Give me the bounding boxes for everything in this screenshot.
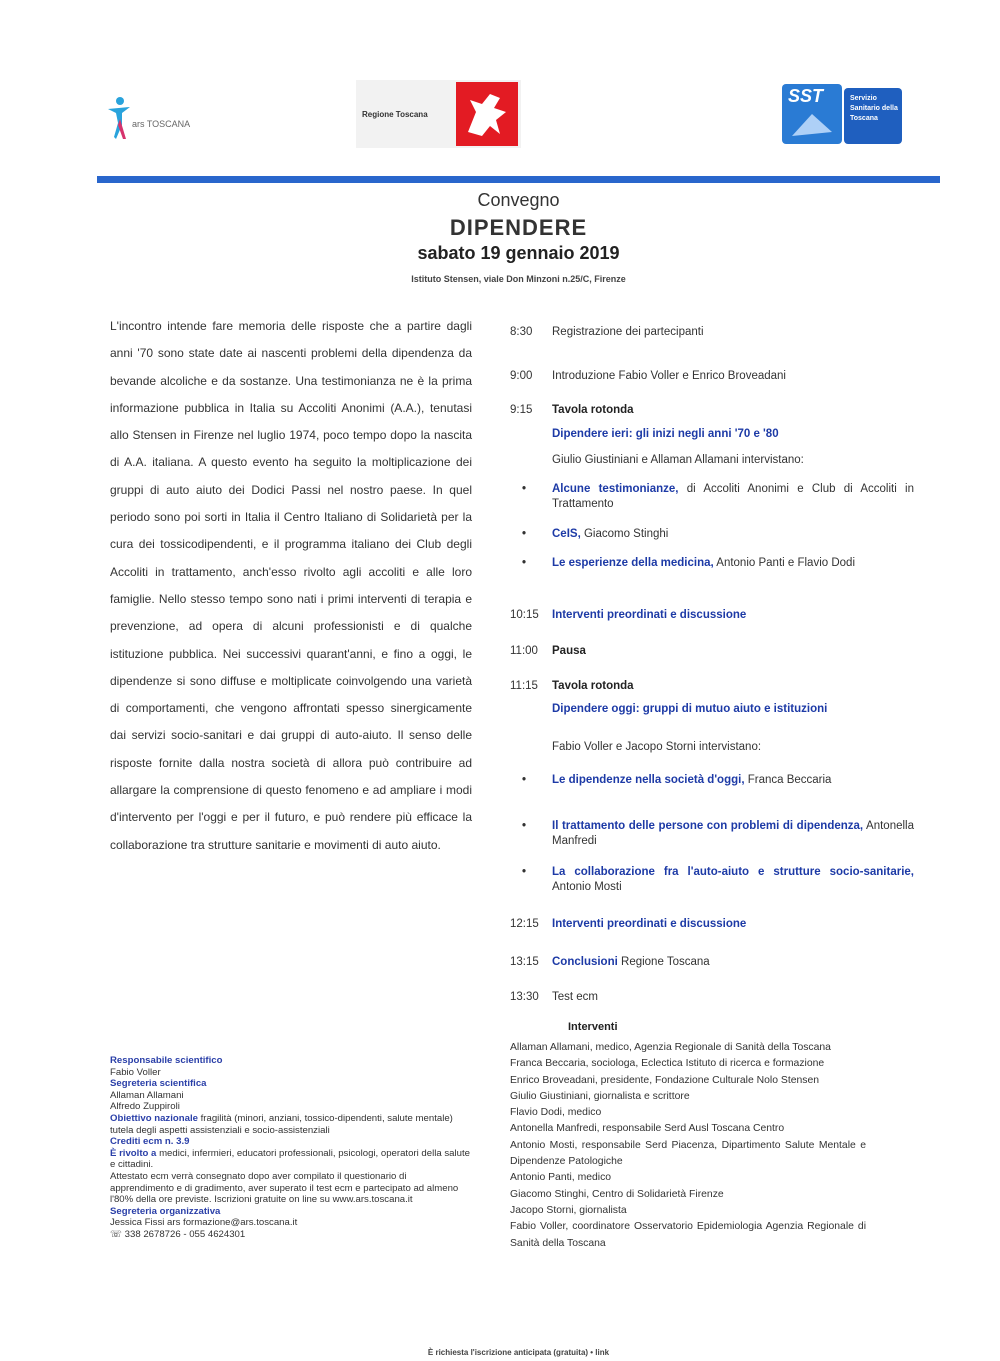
program-time: 10:15: [510, 609, 539, 621]
event-type: Convegno: [477, 190, 560, 210]
bullet-lead: Il trattamento delle persone con problemi di dipendenza,: [552, 820, 864, 832]
program-time: 12:15: [510, 918, 539, 930]
interventi-list: [510, 1040, 866, 1252]
crediti-label: Crediti ecm n.: [110, 1136, 174, 1148]
bullet-rest: Antonella Manfredi: [552, 820, 914, 847]
program-item: [510, 956, 710, 968]
intro-paragraph: L'incontro intende fare memoria delle risposte che a partire dagli anni '70 sono state date ai nascenti problemi della dipendenza da bevande alcoliche e da sostanze. Una testimonianza ne è la prima informazione pubblica in Italia su Accoliti Anonimi (A.A.), tenutasi allo Stensen in Firenze nel luglio 1974, poco tempo dopo la nascita di A.A. italiana. A questo evento ha seguito la moltiplicazione dei gruppi di auto aiuto dei Dodici Passi nel nostro paese. In quel periodo sono poi sorti in Italia il Centro Italiano di Solidarietà per la cura dei tossicodipendenti, e il programma italiano dei Club degli Accoliti in trattamento, anch'esso rivolto agli accoliti e alle loro famiglie. Nello stesso tempo sono nati i primi interventi di terapia e prevenzione, ad opera di alcuni professionisti e di qualche istituzione pubblica. Nei successivi quarant'anni, e fino a oggi, le dipendenze si sono diffuse e moltiplicate coinvolgendo una varietà di comportamenti, che vengono affrontati spesso sinergicamente dai servizi socio-sanitari e dai gruppi di auto-aiuto. Il senso delle risposte fornite dalla nostra società di allora può contribuire ad allargare la comprensione di questo fenomeno e ad ampliare i modi d'intervento per l'oggi e per il futuro, e può rendere più efficace la collaborazione tra strutture sanitarie e movimenti di auto aiuto.: [110, 319, 472, 852]
speaker-item: Giulio Giustiniani, giornalista e scrittore: [510, 1090, 690, 1102]
program-time: 13:15: [510, 956, 539, 968]
program-time: 11:00: [510, 645, 538, 657]
program-item: [510, 680, 634, 692]
bullet-lead: La collaborazione fra l'auto-aiuto e strutture socio-sanitarie,: [552, 866, 914, 878]
sst-logo-text: SST: [788, 86, 824, 106]
program-text: Interventi preordinati e discussione: [552, 609, 747, 621]
segr-label: Segreteria scientifica: [110, 1078, 207, 1090]
pegasus-flag-icon: [456, 82, 518, 146]
bullet-lead: CeIS,: [552, 528, 581, 540]
program-item: [510, 404, 634, 416]
program-item: [510, 645, 586, 657]
program-item: [510, 609, 746, 621]
bullet-lead: Alcune testimonianze,: [552, 483, 679, 495]
segr-org-contact[interactable]: Jessica Fissi ars formazione@ars.toscana.it: [110, 1217, 298, 1229]
bullet-rest: di Accoliti Anonimi e Club di Accoliti in Trattamento: [552, 483, 914, 510]
program-text: Regione Toscana: [617, 956, 710, 968]
program-item: [510, 326, 704, 338]
program-text: Test ecm: [552, 991, 599, 1003]
resp-name: Fabio Voller: [110, 1066, 161, 1078]
obiettivo-label: Obiettivo nazionale: [110, 1112, 198, 1124]
bullet-rest: Franca Beccaria: [744, 774, 832, 786]
speaker-item: Antonio Panti, medico: [510, 1172, 612, 1184]
program-text: Tavola rotonda: [552, 680, 634, 692]
bullet-rest: Antonio Panti e Flavio Dodi: [713, 557, 855, 569]
header-divider: [97, 176, 940, 183]
attestato-text: Attestato ecm verrà consegnato dopo aver compilato il questionario di apprendimento e di gradimento, aver superato il test ecm e partecipato ad almeno l'80% della ore previste. Iscrizioni gratuite on line su www.ars.toscana.it: [110, 1170, 459, 1206]
speaker-item: Antonella Manfredi, responsabile Serd Ausl Toscana Centro: [510, 1123, 785, 1135]
ars-toscana-logo: [104, 95, 214, 145]
resp-label: Responsabile scientifico: [110, 1055, 223, 1066]
program-item: [510, 370, 786, 382]
event-venue: Istituto Stensen, viale Don Minzoni n.25/C, Firenze: [411, 274, 626, 284]
program-text: Tavola rotonda: [552, 404, 634, 416]
speaker-item: Franca Beccaria, sociologa, Eclectica Istituto di ricerca e formazione: [510, 1058, 825, 1070]
crediti-value: 3.9: [176, 1136, 190, 1148]
program-time: 9:00: [510, 370, 533, 382]
ars-figure-icon: [104, 95, 132, 141]
program-moderators: Fabio Voller e Jacopo Storni intervistano:: [552, 741, 762, 753]
segr-name: Alfredo Zuppiroli: [110, 1101, 180, 1113]
bullet-rest: Giacomo Stinghi: [580, 528, 669, 540]
speaker-item: Flavio Dodi, medico: [510, 1107, 602, 1119]
program-text: Interventi preordinati e discussione: [552, 918, 747, 930]
program-text: Registrazione dei partecipanti: [552, 326, 704, 338]
bullet-lead: Le esperienze della medicina,: [552, 557, 714, 569]
speaker-item: Allaman Allamani, medico, Agenzia Regionale di Sanità della Toscana: [510, 1042, 831, 1053]
sst-logo: [782, 84, 904, 146]
sst-figure-icon: [782, 84, 842, 144]
obiettivo-text: fragilità (minori, anziani, tossico-dipendenti, salute mentale) tutela degli aspetti assistenziali e socio-assistenziali: [110, 1112, 453, 1136]
program-text-bold: Conclusioni: [552, 956, 618, 968]
event-date: sabato 19 gennaio 2019: [417, 243, 620, 263]
rivolto-text: medici, infermieri, educatori professionali, psicologi, operatori della salute e cittadini.: [110, 1147, 470, 1171]
speaker-item: Fabio Voller, coordinatore Osservatorio Epidemiologia Agenzia Regionale di Sanità della Toscana: [510, 1221, 866, 1249]
regione-toscana-text: Regione Toscana: [362, 110, 428, 119]
pegasus-icon: [456, 82, 518, 146]
segr-org-phone: ☏ 338 2678726 - 055 4624301: [110, 1228, 246, 1240]
segr-org-label: Segreteria organizzativa: [110, 1205, 221, 1217]
speaker-item: Giacomo Stinghi, Centro di Solidarietà Firenze: [510, 1188, 724, 1200]
ars-logo-text: ars TOSCANA: [132, 119, 191, 129]
program-subtitle: Dipendere ieri: gli inizi negli anni '70 e '80: [552, 428, 779, 440]
bullet-rest: Antonio Mosti: [552, 881, 622, 893]
segr-name: Allaman Allamani: [110, 1089, 184, 1101]
event-title: DIPENDERE: [449, 215, 588, 240]
program-item: [510, 991, 598, 1003]
program-time: 11:15: [510, 680, 538, 692]
interventi-heading: Interventi: [568, 1021, 618, 1033]
program-time: 8:30: [510, 326, 533, 338]
speaker-item: Antonio Mosti, responsabile Serd Piacenza, Dipartimento Salute Mentale e Dipendenze Patologiche: [510, 1139, 866, 1168]
speaker-item: Jacopo Storni, giornalista: [510, 1204, 627, 1216]
program-time: 13:30: [510, 991, 539, 1003]
program-time: 9:15: [510, 404, 533, 416]
sst-logo-mark: [782, 84, 842, 144]
program-moderators: Giulio Giustiniani e Allaman Allamani intervistano:: [552, 454, 804, 466]
speaker-item: Enrico Broveadani, presidente, Fondazione Culturale Nolo Stensen: [510, 1074, 820, 1086]
sst-logo-subtext: Servizio Sanitario della Toscana: [844, 88, 902, 144]
program-item: [510, 918, 746, 930]
program-text: Pausa: [552, 645, 586, 657]
program-text: Introduzione Fabio Voller e Enrico Broveadani: [552, 370, 786, 382]
rivolto-label: È rivolto a: [110, 1147, 157, 1159]
program-subtitle: Dipendere oggi: gruppi di mutuo aiuto e istituzioni: [552, 703, 828, 715]
footer-note: È richiesta l'iscrizione anticipata (gratuita) • link: [427, 1348, 610, 1357]
bullet-lead: Le dipendenze nella società d'oggi,: [552, 774, 745, 786]
credits-block: [110, 1055, 472, 1241]
regione-toscana-logo: [356, 80, 521, 148]
